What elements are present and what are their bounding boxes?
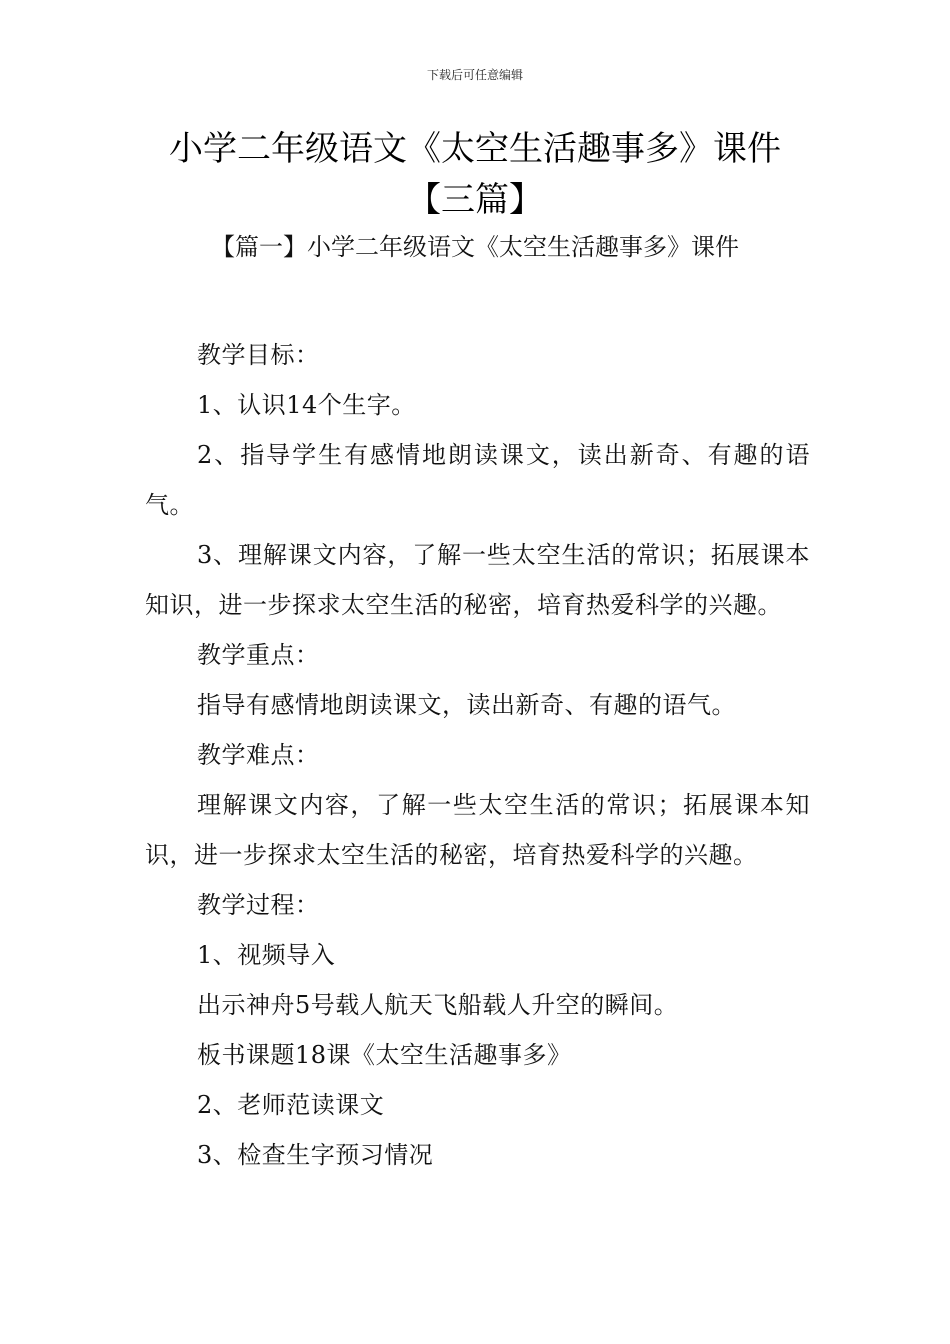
paragraph-objective-2: 2、指导学生有感情地朗读课文，读出新奇、有趣的语气。	[145, 441, 810, 519]
paragraph-step-1: 1、视频导入	[197, 941, 336, 969]
document-title-suffix: 【三篇】	[407, 180, 543, 220]
section-heading: 【篇一】小学二年级语文《太空生活趣事多》课件	[211, 233, 739, 261]
paragraph-step-1-detail: 出示神舟5号载人航天飞船载人升空的瞬间。	[197, 991, 679, 1019]
paragraph-process-heading: 教学过程：	[197, 891, 320, 919]
document-title: 小学二年级语文《太空生活趣事多》课件	[169, 129, 781, 169]
document-body	[145, 330, 810, 1180]
paragraph-objective-1: 1、认识14个生字。	[197, 391, 416, 419]
paragraph-objectives-heading: 教学目标：	[197, 341, 320, 369]
paragraph-objective-3: 3、理解课文内容，了解一些太空生活的常识；拓展课本知识，进一步探求太空生活的秘密，培育热爱科学的兴趣。	[145, 541, 810, 619]
paragraph-step-2: 2、老师范读课文	[197, 1091, 385, 1119]
paragraph-board-title: 板书课题18课《太空生活趣事多》	[197, 1041, 572, 1069]
paragraph-difficulties-heading: 教学难点：	[197, 741, 320, 769]
paragraph-keypoints-heading: 教学重点：	[197, 641, 320, 669]
header-note: 下载后可任意编辑	[426, 68, 523, 82]
paragraph-difficulties: 理解课文内容，了解一些太空生活的常识；拓展课本知识，进一步探求太空生活的秘密，培育热爱科学的兴趣。	[145, 791, 810, 869]
paragraph-step-3: 3、检查生字预习情况	[197, 1141, 434, 1169]
paragraph-keypoints: 指导有感情地朗读课文，读出新奇、有趣的语气。	[197, 691, 736, 719]
